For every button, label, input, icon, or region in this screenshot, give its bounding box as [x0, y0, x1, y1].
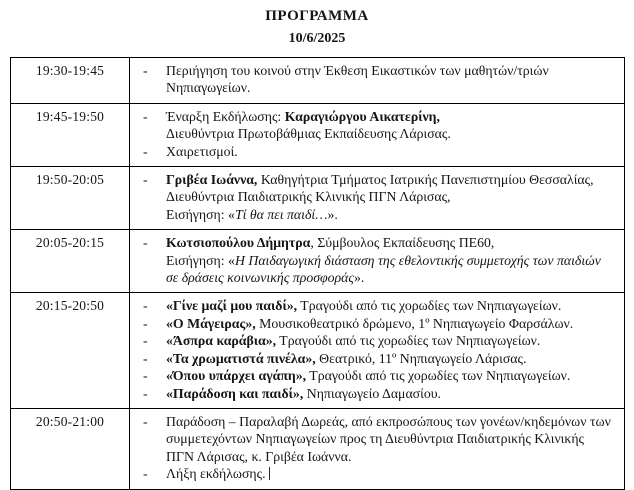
- events-cell: [130, 103, 625, 166]
- bullet-dash: -: [143, 368, 148, 384]
- bullet-dash: -: [143, 333, 148, 349]
- text-run-bold: Καραγιώργου Αικατερίνη,: [284, 108, 440, 124]
- text-run-bold: «Ο Μάγειρας»,: [166, 315, 256, 331]
- text-run-italic: Η Παιδαγωγική διάσταση της εθελοντικής συμμετοχής των παιδιών σε δράσεις κοινωνικής προσφοράς: [166, 252, 601, 286]
- event-date: 10/6/2025: [288, 31, 346, 46]
- event-item: [143, 465, 614, 482]
- page-title: ΠΡΟΓΡΑΜΜΑ: [265, 8, 369, 24]
- time-cell: 19:50-20:05: [11, 167, 130, 230]
- event-text: [166, 234, 614, 286]
- text-run: Τραγούδι από τις χορωδίες των Νηπιαγωγείων.: [306, 368, 571, 384]
- bullet-dash: -: [143, 235, 148, 251]
- time-cell: 19:45-19:50: [11, 103, 130, 166]
- text-run: ».: [354, 270, 365, 286]
- event-item: [143, 350, 614, 367]
- bullet-dash: -: [143, 350, 148, 366]
- text-run: Εισήγηση: «: [166, 252, 235, 268]
- text-run: Έναρξη Εκδήλωσης:: [166, 108, 285, 124]
- event-item: [143, 332, 614, 349]
- text-run: ».: [327, 206, 338, 222]
- event-text: [166, 385, 614, 402]
- bullet-dash: -: [143, 385, 148, 401]
- text-run-bold: Κωτσιοπούλου Δήμητρα: [166, 235, 311, 251]
- text-run-italic: Τί θα πει παιδί…: [234, 206, 328, 222]
- event-item: [143, 385, 614, 402]
- bullet-dash: -: [143, 466, 148, 482]
- event-text: [166, 108, 614, 143]
- events-cell: [130, 58, 625, 104]
- text-cursor: [269, 467, 270, 480]
- events-cell: [130, 230, 625, 293]
- event-text: [166, 413, 614, 465]
- text-run: Θεατρικό, 11º Νηπιαγωγείο Λάρισας.: [315, 350, 527, 366]
- schedule-row: [11, 230, 625, 293]
- events-cell: [130, 167, 625, 230]
- event-item: [143, 315, 614, 332]
- event-text: [166, 297, 614, 314]
- event-item: [143, 108, 614, 143]
- text-run-bold: «Γίνε μαζί μου παιδί»,: [166, 298, 298, 314]
- event-text: [166, 62, 614, 97]
- text-run-bold: «Παράδοση και παιδί»,: [166, 385, 304, 401]
- event-text: [166, 143, 614, 160]
- document-header: [0, 8, 634, 47]
- bullet-dash: -: [143, 63, 148, 78]
- event-text: [166, 171, 614, 223]
- text-run: Τραγούδι από τις χορωδίες των Νηπιαγωγείων.: [297, 298, 562, 314]
- text-run: Χαιρετισμοί.: [166, 143, 238, 159]
- text-run: Καθηγήτρια Τμήματος Ιατρικής Πανεπιστημίου Θεσσαλίας, Διευθύντρια Παιδιατρικής Κλινικής ΠΓΝ Λάρισας,: [166, 172, 594, 205]
- program-schedule-table: [10, 57, 625, 490]
- schedule-row: [11, 103, 625, 166]
- events-cell: [130, 293, 625, 408]
- event-item: [143, 413, 614, 465]
- text-run: Διευθύντρια Πρωτοβάθμιας Εκπαίδευσης Λάρισας.: [166, 126, 451, 142]
- bullet-dash: -: [143, 108, 148, 124]
- text-run: Τραγούδι από τις χορωδίες των Νηπιαγωγείων.: [276, 333, 541, 349]
- time-cell: 19:30-19:45: [11, 58, 130, 104]
- text-run-bold: Γριβέα Ιωάννα,: [166, 172, 258, 188]
- text-run: Εισήγηση: «: [166, 206, 235, 222]
- schedule-row: [11, 58, 625, 104]
- schedule-row: [11, 293, 625, 408]
- bullet-dash: -: [143, 172, 148, 188]
- event-item: [143, 234, 614, 286]
- text-run-bold: «Όπου υπάρχει αγάπη»,: [166, 368, 307, 384]
- bullet-dash: -: [143, 315, 148, 331]
- text-run: Παράδοση – Παραλαβή Δωρεάς, από εκπροσώπους των γονέων/κηδεμόνων των συμμετεχόντων Νηπιαγωγείων προς τη Διευθύντρια Παιδιατρικής Κλινικής ΠΓΝ Λάρισας, κ. Γριβέα Ιωάννα.: [166, 413, 611, 464]
- text-run-bold: «Τα χρωματιστά πινέλα»,: [166, 350, 316, 366]
- bullet-dash: -: [143, 413, 148, 429]
- event-item: [143, 297, 614, 314]
- event-item: [143, 367, 614, 384]
- text-run: Περιήγηση του κοινού στην Έκθεση Εικαστικών των μαθητών/τριών Νηπιαγωγείων.: [166, 63, 549, 96]
- event-item: [143, 62, 614, 97]
- text-run: Λήξη εκδήλωσης.: [166, 466, 266, 482]
- event-text: [166, 465, 614, 482]
- events-cell: [130, 408, 625, 489]
- event-text: [166, 350, 614, 367]
- event-text: [166, 315, 614, 332]
- time-cell: 20:05-20:15: [11, 230, 130, 293]
- event-text: [166, 367, 614, 384]
- event-item: [143, 143, 614, 160]
- time-cell: 20:15-20:50: [11, 293, 130, 408]
- time-cell: 20:50-21:00: [11, 408, 130, 489]
- text-run-bold: «Άσπρα καράβια»,: [166, 333, 277, 349]
- bullet-dash: -: [143, 298, 148, 314]
- schedule-row: [11, 167, 625, 230]
- event-text: [166, 332, 614, 349]
- text-run: , Σύμβουλος Εκπαίδευσης ΠΕ60,: [310, 235, 495, 251]
- text-run: Μουσικοθεατρικό δρώμενο, 1º Νηπιαγωγείο Φαρσάλων.: [255, 315, 574, 331]
- event-item: [143, 171, 614, 223]
- schedule-row: [11, 408, 625, 489]
- text-run: Νηπιαγωγείο Δαμασίου.: [303, 385, 442, 401]
- bullet-dash: -: [143, 143, 148, 159]
